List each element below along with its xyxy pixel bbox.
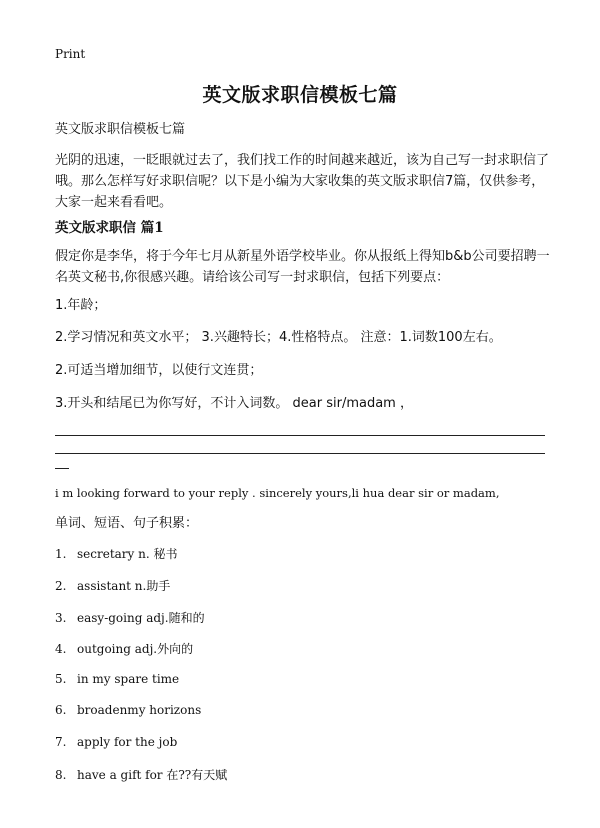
section-heading: 英文版求职信 篇1 (55, 220, 164, 236)
vocab-item: 6. broadenmy horizons (55, 703, 202, 717)
closing-line: i m looking forward to your reply . sincerely yours,li hua dear sir or madam, (55, 486, 500, 500)
vocab-item: 3. easy-going adj.随和的 (55, 611, 205, 625)
vocab-item: 8. have a gift for 在??有天赋 (55, 768, 228, 782)
writing-line-2 (55, 453, 545, 454)
print-label: Print (55, 47, 86, 61)
page-title: 英文版求职信模板七篇 (202, 84, 398, 106)
point-2: 2.学习情况和英文水平； 3.兴趣特长；4.性格特点。 注意：1.词数100左右。 (55, 330, 502, 345)
task-paragraph: 假定你是李华，将于今年七月从新星外语学校毕业。你从报纸上得知b&b公司要招聘一名英文秘书,你很感兴趣。请给该公司写一封求职信，包括下列要点： (55, 249, 550, 285)
vocab-item: 1. secretary n. 秘书 (55, 547, 178, 561)
writing-line-1 (55, 435, 545, 436)
vocab-item: 2. assistant n.助手 (55, 579, 171, 593)
point-4: 3.开头和结尾已为你写好，不计入词数。 dear sir/madam ， (55, 396, 413, 411)
point-3: 2.可适当增加细节，以使行文连贯； (55, 363, 263, 378)
subtitle: 英文版求职信模板七篇 (55, 122, 186, 137)
vocab-item: 4. outgoing adj.外向的 (55, 642, 194, 656)
point-1: 1.年龄； (55, 298, 107, 313)
vocab-title: 单词、短语、句子积累： (55, 516, 199, 531)
intro-paragraph: 光阴的迅速，一眨眼就过去了，我们找工作的时间越来越近，该为自己写一封求职信了哦。那么怎样写好求职信呢？以下是小编为大家收集的英文版求职信7篇，仅供参考，大家一起来看看吧。 (55, 153, 550, 210)
writing-dash (55, 468, 69, 469)
vocab-item: 5. in my spare time (55, 672, 180, 686)
vocab-item: 7. apply for the job (55, 735, 178, 749)
